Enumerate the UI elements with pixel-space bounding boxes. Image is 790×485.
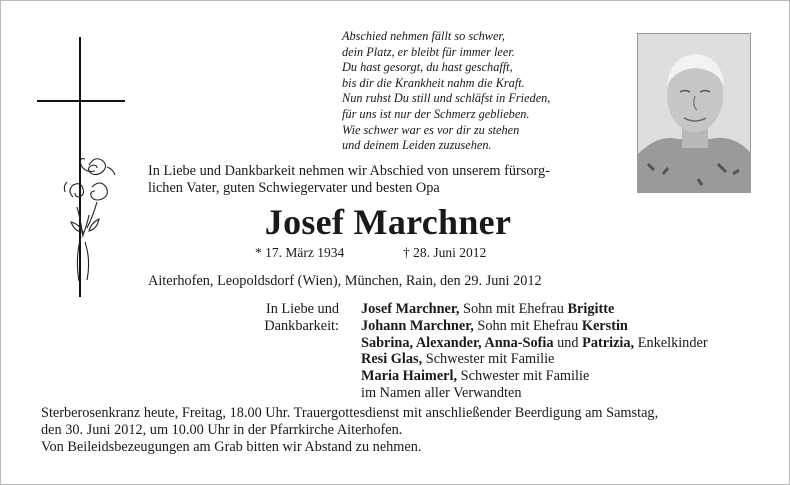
mourner-line xyxy=(361,335,781,352)
poem-line: und deinem Leiden zuzusehen. xyxy=(342,138,492,153)
footer-line: Von Beileidsbezeugungen am Grab bitten wir Abstand zu nehmen. xyxy=(41,439,422,456)
mourner-name: Sabrina, Alexander, Anna-Sofia xyxy=(361,334,554,351)
mourner-line: im Namen aller Verwandten xyxy=(361,384,522,401)
poem-line: Abschied nehmen fällt so schwer, xyxy=(342,29,505,43)
footer-line: Sterberosenkranz heute, Freitag, 18.00 Uhr. Trauergottesdienst mit anschließender Beerdigung am Samstag, xyxy=(41,405,659,421)
poem-line: bis dir die Krankheit nahm die Kraft. xyxy=(342,75,525,90)
footer-text xyxy=(41,405,771,457)
death-date: † 28. Juni 2012 xyxy=(403,245,487,260)
mourner-name: Resi Glas, xyxy=(361,351,423,368)
mourner-name: Johann Marchner, xyxy=(361,317,474,334)
poem-line: Nun ruhst Du still und schläfst in Frieden, xyxy=(342,91,551,106)
mourner-name: Kerstin xyxy=(581,317,628,334)
intro-line: lichen Vater, guten Schwiegervater und besten Opa xyxy=(148,180,440,196)
mourner-relation: Sohn mit Ehefrau xyxy=(459,301,568,317)
poem-line: Du hast gesorgt, du hast geschafft, xyxy=(342,60,513,75)
mourner-name: Patrizia, xyxy=(582,334,635,351)
mourners-list xyxy=(361,301,781,402)
mourner-line xyxy=(361,351,781,368)
mourner-name: Maria Haimerl, xyxy=(361,368,458,385)
mourner-relation: Enkelkinder xyxy=(634,334,708,351)
mourner-name: Josef Marchner, xyxy=(361,301,460,317)
mourner-line xyxy=(361,301,781,318)
place-and-date: Aiterhofen, Leopoldsdorf (Wien), München, Rain, den 29. Juni 2012 xyxy=(148,273,542,289)
portrait-photo xyxy=(637,33,751,193)
mourner-relation: und xyxy=(553,334,583,351)
birth-date: * 17. März 1934 xyxy=(255,245,345,260)
mourners-label xyxy=(243,301,339,335)
mourner-relation: Schwester mit Familie xyxy=(422,351,555,368)
mourner-line xyxy=(361,368,781,385)
mourner-line xyxy=(361,318,781,335)
mourner-name: Brigitte xyxy=(567,301,615,317)
mourner-relation: Schwester mit Familie xyxy=(457,368,590,385)
mourners-label-line: In Liebe und xyxy=(265,301,339,317)
intro-text xyxy=(148,163,628,197)
mourners-label-line: Dankbarkeit: xyxy=(264,317,339,334)
mourner-relation: Sohn mit Ehefrau xyxy=(473,317,582,334)
poem-line: Wie schwer war es vor dir zu stehen xyxy=(342,122,520,137)
deceased-name: Josef Marchner xyxy=(264,202,512,242)
poem-line: dein Platz, er bleibt für immer leer. xyxy=(342,44,515,59)
poem-line: für uns ist nur der Schmerz geblieben. xyxy=(342,106,530,121)
poem xyxy=(342,29,627,154)
footer-line: den 30. Juni 2012, um 10.00 Uhr in der Pfarrkirche Aiterhofen. xyxy=(41,422,403,439)
intro-line: In Liebe und Dankbarkeit nehmen wir Abschied von unserem fürsorg- xyxy=(148,163,550,179)
cross-with-roses-icon xyxy=(37,37,127,297)
